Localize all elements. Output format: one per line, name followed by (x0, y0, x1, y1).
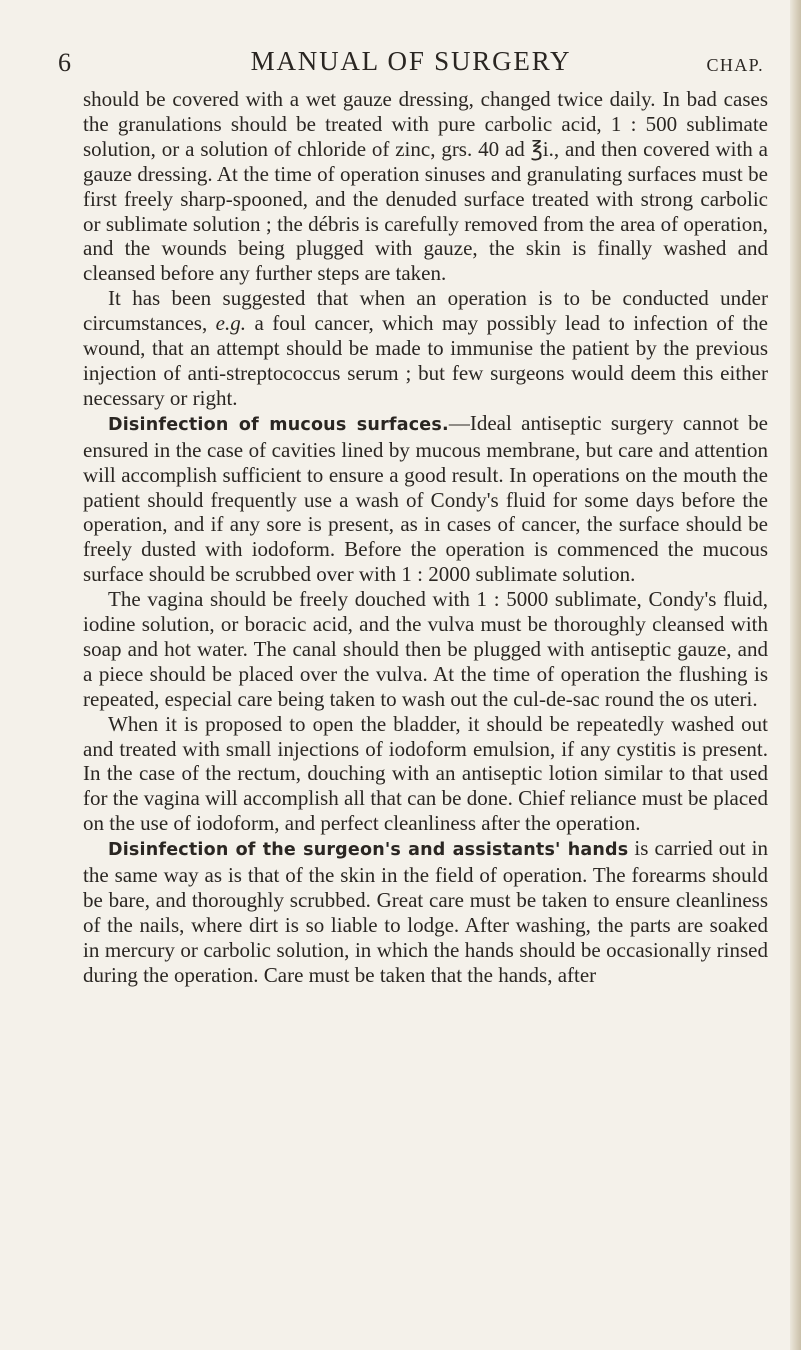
italic-abbrev: e.g. (215, 311, 246, 336)
paragraph-mucous-surfaces (83, 411, 768, 587)
paragraph-bladder-rectum (83, 712, 768, 837)
body-text (83, 87, 768, 988)
page-number: 6 (58, 48, 72, 77)
running-title: MANUAL OF SURGERY (250, 46, 572, 76)
paragraph-text: a foul cancer, which may possibly lead to infection of the wound, that an attempt should be made to immunise the patient by the previous injection of anti-streptococcus serum ; but few surgeons would deem this either necessary or right. (83, 311, 769, 410)
paragraph-vagina (83, 587, 768, 712)
page-edge-shadow (790, 0, 801, 1350)
paragraph-hands (83, 836, 768, 987)
paragraph-wound-dressing (83, 87, 768, 286)
paragraph-text: —Ideal antiseptic surgery cannot be ensured in the case of cavities lined by mucous membrane, but care and attention will accomplish sufficient to ensure a good result. In operations on the mouth the patient should frequently use a wash of Condy's fluid for some days before the operation, and if any sore is present, as in cases of cancer, the surface should be freely dusted with iodoform. Before the operation is commenced the mucous surface should be scrubbed over with 1 : 2000 sublimate solution. (83, 410, 768, 587)
paragraph-immunisation (83, 286, 768, 411)
paragraph-text: should be covered with a wet gauze dressing, changed twice daily. In bad cases the granulations should be treated with pure carbolic acid, 1 : 500 sublimate solution, or a solution of chloride of zinc, grs. 40 ad ℥i., and then covered with a gauze dressing. At the time of operation sinuses and granulating surfaces must be first freely sharp-spooned, and the denuded surface treated with strong carbolic or sublimate solution ; the débris is carefully removed from the area of operation, and the wounds being plugged with gauze, the skin is finally washed and cleansed before any further steps are taken. (83, 87, 768, 286)
section-heading: Disinfection of mucous surfaces. (108, 414, 449, 435)
section-heading: Disinfection of the surgeon's and assistants' hands (108, 840, 629, 861)
paragraph-text: It has been suggested that when an operation is to be conducted under circumstances, (83, 286, 768, 336)
paragraph-text: When it is proposed to open the bladder, it should be repeatedly washed out and treated with small injections of iodoform emulsion, if any cystitis is present. In the case of the rectum, douching with an antiseptic lotion similar to that used for the vagina will accomplish all that can be done. Chief reliance must be placed on the use of iodoform, and perfect cleanliness after the operation. (83, 711, 768, 836)
chapter-abbrev: CHAP. (706, 55, 764, 75)
page-header (58, 44, 764, 84)
paragraph-text: The vagina should be freely douched with 1 : 5000 sublimate, Condy's fluid, iodine solution, or boracic acid, and the vulva must be thoroughly cleansed with soap and hot water. The canal should then be plugged with antiseptic gauze, and a piece should be placed over the vulva. At the time of operation the flushing is repeated, especial care being taken to wash out the cul-de-sac round the os uteri. (83, 587, 768, 711)
paragraph-text: is carried out in the same way as is that of the skin in the field of operation. The forearms should be bare, and thoroughly scrubbed. Great care must be taken to ensure cleanliness of the nails, where dirt is so liable to lodge. After washing, the parts are soaked in mercury or carbolic solution, in which the hands should be occasionally rinsed during the operation. Care must be taken that the hands, after (83, 836, 768, 987)
